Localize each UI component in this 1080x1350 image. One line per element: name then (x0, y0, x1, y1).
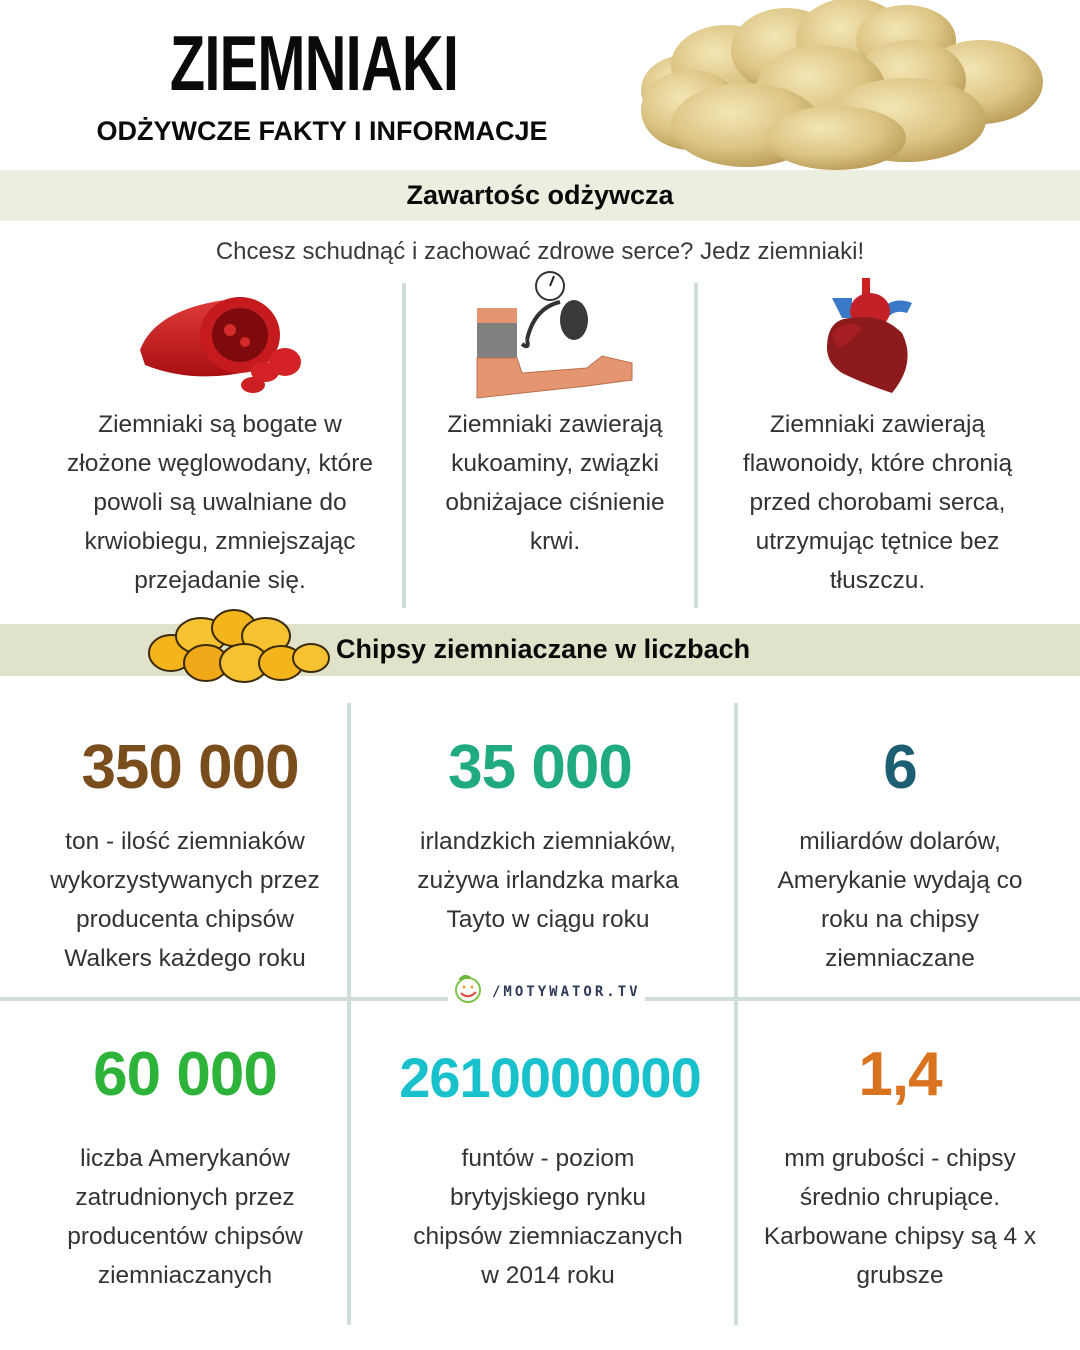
motywator-logo-icon (452, 974, 486, 1009)
potatoes-image (636, 0, 1046, 170)
blood-pressure-icon (472, 268, 642, 408)
stat-value-2: 35 000 (448, 733, 632, 802)
intro-text: Chcesz schudnąć i zachować zdrowe serce? Jedz ziemniaki! (215, 238, 865, 265)
section-title: Zawartośc odżywcza (406, 180, 674, 210)
nutrition-column-3-text: Ziemniaki zawierają flawonoidy, które chronią przed chorobami serca, utrzymując tętnice bez tłuszczu. (742, 411, 1013, 594)
stat-value-6: 1,4 (858, 1040, 942, 1109)
stat-desc-1: ton - ilość ziemniaków wykorzystywanych przez producenta chipsów Walkers każdego roku (50, 828, 320, 972)
stat-value-4: 60 000 (93, 1040, 277, 1109)
page-title: ZIEMNIAKI (169, 19, 459, 107)
nutrition-column-1-text: Ziemniaki są bogate w złożone węglowodany, które powoli są uwalniane do krwiobiegu, zmniejszając przejadanie się. (67, 411, 373, 594)
nutrition-column-2-text: Ziemniaki zawierają kukoaminy, związki obniżajace ciśnienie krwi. (445, 411, 665, 555)
potato-chips-icon (146, 608, 336, 686)
stat-desc-3: miliardów dolarów, Amerykanie wydają co roku na chipsy ziemniaczane (777, 828, 1023, 972)
page-subtitle: ODŻYWCZE FAKTY I INFORMACJE (96, 116, 548, 146)
heart-icon (822, 273, 922, 398)
stat-desc-4: liczba Amerykanów zatrudnionych przez producentów chipsów ziemniaczanych (67, 1145, 303, 1289)
stat-desc-5: funtów - poziom brytyjskiego rynku chipsów ziemniaczanych w 2014 roku (413, 1145, 683, 1289)
blood-vessel-icon (135, 290, 305, 395)
watermark-text: /MOTYWATOR.TV (492, 983, 641, 1000)
stat-value-1: 350 000 (81, 733, 299, 802)
stat-value-5: 2610000000 (399, 1046, 701, 1109)
stat-desc-2: irlandzkich ziemniaków, zużywa irlandzka marka Tayto w ciągu roku (417, 828, 679, 933)
section-header-nutrition (0, 170, 1080, 221)
stat-value-3: 6 (883, 733, 917, 802)
section-title: Chipsy ziemniaczane w liczbach (336, 634, 751, 664)
watermark (448, 974, 645, 1009)
stat-desc-6: mm grubości - chipsy średnio chrupiące. Karbowane chipsy są 4 x grubsze (763, 1145, 1037, 1289)
